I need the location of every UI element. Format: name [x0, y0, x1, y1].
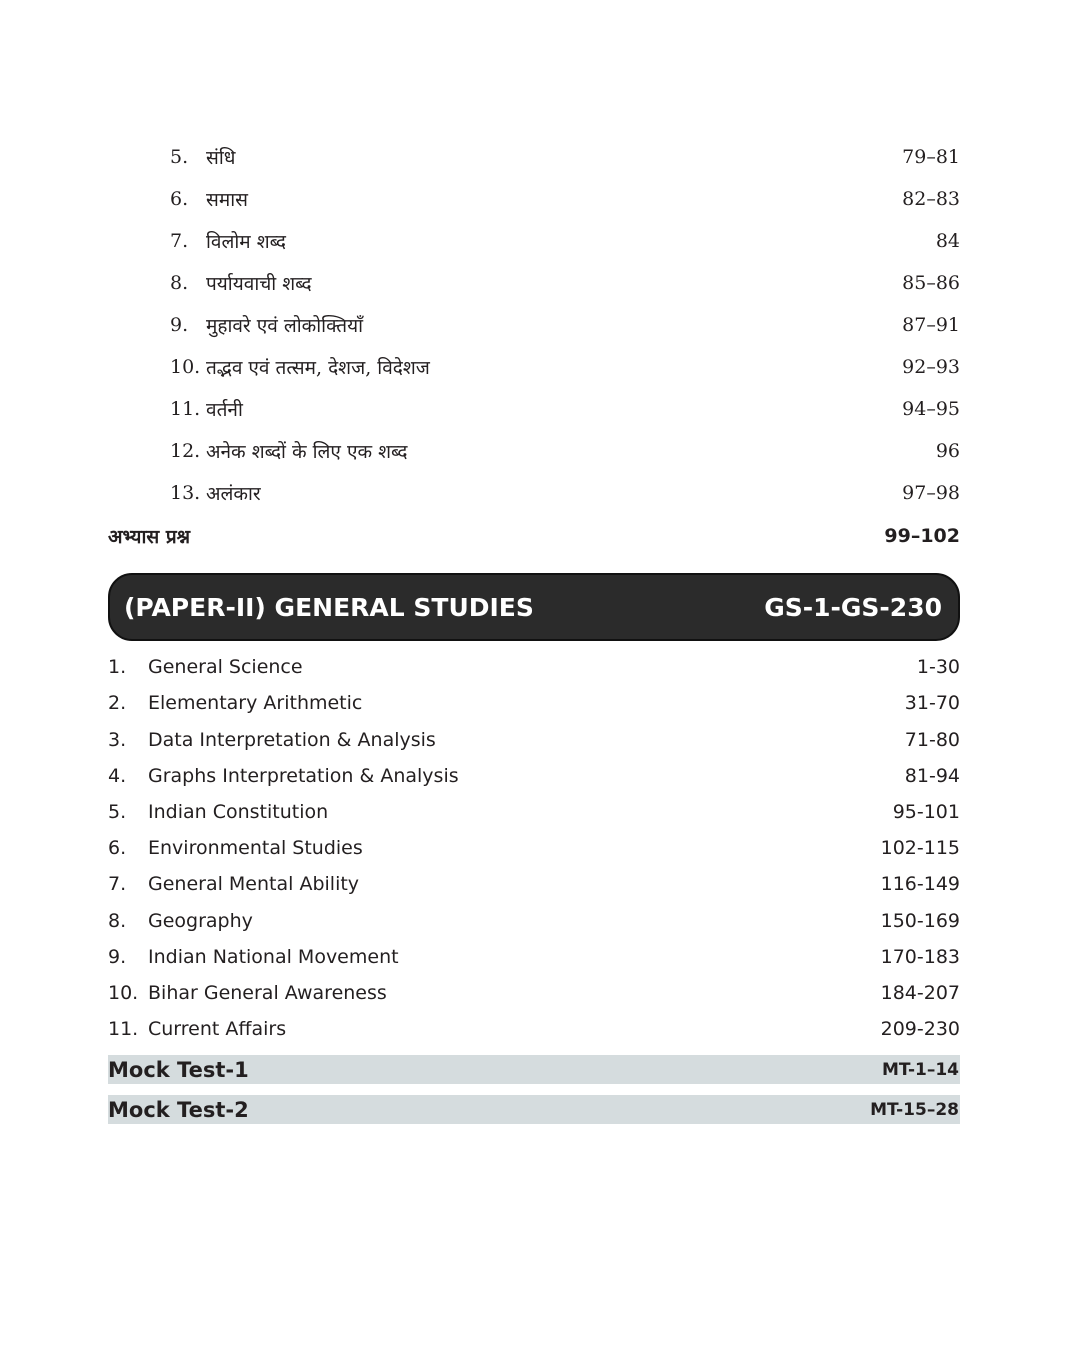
item-pages: 96: [935, 440, 960, 462]
list-item: [108, 903, 960, 939]
mock-test-label: Mock Test-1: [108, 1057, 249, 1082]
item-number: 10.: [170, 356, 201, 378]
item-pages: 85–86: [902, 272, 960, 294]
practice-pages: 99–102: [884, 525, 960, 547]
item-title: Data Interpretation & Analysis: [148, 729, 436, 751]
item-pages: 209-230: [880, 1018, 960, 1040]
list-item: [108, 685, 960, 721]
item-number: 6.: [170, 188, 189, 210]
section-page-range: GS-1-GS-230: [764, 592, 942, 622]
item-title: समास: [206, 189, 248, 211]
item-number: 5.: [108, 801, 127, 823]
mock-test-label: Mock Test-2: [108, 1097, 249, 1122]
item-pages: 102-115: [880, 837, 960, 859]
item-pages: 116-149: [880, 873, 960, 895]
section-title: (PAPER-II) GENERAL STUDIES: [124, 592, 534, 622]
item-pages: 95-101: [892, 801, 960, 823]
list-item: [170, 308, 960, 342]
item-number: 11.: [170, 398, 201, 420]
item-number: 11.: [108, 1018, 139, 1040]
mock-test-row: [108, 1055, 960, 1084]
item-pages: 1-30: [916, 656, 960, 678]
item-number: 6.: [108, 837, 127, 859]
item-title: Graphs Interpretation & Analysis: [148, 765, 459, 787]
item-title: Current Affairs: [148, 1018, 287, 1040]
section-banner: [108, 573, 960, 641]
item-pages: 79–81: [902, 146, 960, 168]
list-item: [108, 722, 960, 758]
list-item: [170, 476, 960, 510]
item-number: 4.: [108, 765, 127, 787]
item-title: पर्यायवाची शब्द: [206, 273, 312, 295]
item-title: General Mental Ability: [148, 873, 360, 895]
list-item: [170, 224, 960, 258]
list-item: [170, 434, 960, 468]
item-title: Bihar General Awareness: [148, 982, 387, 1004]
item-title: अनेक शब्दों के लिए एक शब्द: [206, 441, 408, 463]
item-number: 13.: [170, 482, 201, 504]
mock-test-pages: MT-15–28: [870, 1099, 959, 1120]
item-pages: 97–98: [902, 482, 960, 504]
item-pages: 184-207: [880, 982, 960, 1004]
item-pages: 82–83: [902, 188, 960, 210]
item-number: 8.: [108, 910, 127, 932]
item-number: 10.: [108, 982, 139, 1004]
item-number: 2.: [108, 692, 127, 714]
item-title: Indian Constitution: [148, 801, 329, 823]
item-number: 3.: [108, 729, 127, 751]
item-title: तद्भव एवं तत्सम, देशज, विदेशज: [206, 357, 430, 379]
list-item: [170, 140, 960, 174]
item-pages: 31-70: [904, 692, 960, 714]
item-title: संधि: [206, 147, 236, 169]
list-item: [108, 939, 960, 975]
item-title: Environmental Studies: [148, 837, 363, 859]
practice-questions-row: [108, 518, 960, 554]
item-pages: 170-183: [880, 946, 960, 968]
list-item: [108, 794, 960, 830]
list-item: [108, 758, 960, 794]
list-item: [108, 830, 960, 866]
list-item: [170, 182, 960, 216]
item-number: 7.: [108, 873, 127, 895]
list-item: [108, 649, 960, 685]
mock-test-pages: MT-1–14: [881, 1059, 959, 1080]
list-item: [108, 975, 960, 1011]
item-number: 7.: [170, 230, 189, 252]
item-pages: 150-169: [880, 910, 960, 932]
item-number: 5.: [170, 146, 189, 168]
item-pages: 81-94: [904, 765, 960, 787]
item-pages: 94–95: [902, 398, 960, 420]
item-title: वर्तनी: [206, 399, 243, 421]
item-pages: 84: [935, 230, 960, 252]
item-number: 9.: [170, 314, 189, 336]
item-number: 1.: [108, 656, 127, 678]
item-pages: 71-80: [904, 729, 960, 751]
item-title: मुहावरे एवं लोकोक्तियाँ: [206, 315, 364, 337]
item-pages: 87–91: [902, 314, 960, 336]
practice-label: अभ्यास प्रश्न: [108, 526, 191, 548]
item-title: Indian National Movement: [148, 946, 399, 968]
item-number: 9.: [108, 946, 127, 968]
item-title: General Science: [148, 656, 303, 678]
list-item: [170, 350, 960, 384]
item-title: Elementary Arithmetic: [148, 692, 363, 714]
list-item: [170, 392, 960, 426]
item-title: विलोम शब्द: [206, 231, 287, 253]
item-number: 12.: [170, 440, 201, 462]
mock-test-row: [108, 1095, 960, 1124]
item-pages: 92–93: [902, 356, 960, 378]
list-item: [108, 866, 960, 902]
item-number: 8.: [170, 272, 189, 294]
list-item: [108, 1011, 960, 1047]
item-title: Geography: [148, 910, 253, 932]
item-title: अलंकार: [206, 483, 261, 505]
list-item: [170, 266, 960, 300]
